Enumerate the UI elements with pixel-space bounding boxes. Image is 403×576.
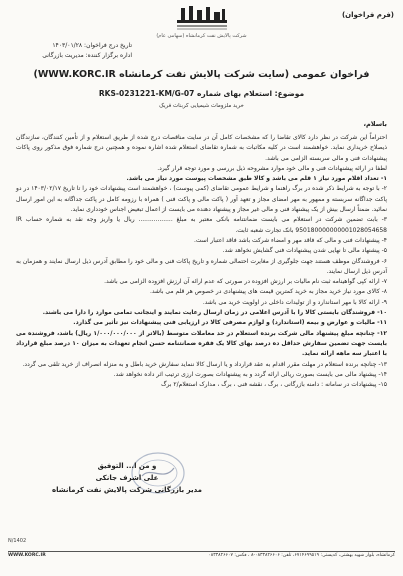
paragraph: ۱۰- فروشندگان بایستی کالا را با آدرس اعلامی در زمان ارسال رعایت نمایند و اینجانب تمامی موارد را دارا می باشند. bbox=[42, 309, 387, 317]
refinery-logo-icon bbox=[173, 4, 231, 32]
signer-name: علی اشرف جانکی bbox=[95, 474, 159, 482]
subject-line: موضوع: استعلام بهای شماره RKS-0231221-KM/G-07 bbox=[98, 89, 305, 98]
insert-date: تاریخ درج فراخوان: ۱۴۰۳/۰۱/۲۸ bbox=[52, 42, 132, 49]
paragraph: ۹- ارائه کالا با مهر استاندارد و از تولیدات داخلی در اولویت خرید می باشد. bbox=[202, 298, 387, 306]
body-text bbox=[16, 133, 387, 390]
paragraph: ۱۱- مالیات و عوارض و بیمه (استاندارد) و لوازم مصرفی کالا در ارزیابی فنی پیشنهادات نیز تأثیر می گذارد. bbox=[73, 319, 387, 327]
document-meta bbox=[12, 41, 132, 61]
footer-website-link[interactable]: WWW.KORC.IR bbox=[8, 553, 46, 558]
company-logo bbox=[142, 4, 262, 39]
item-description: خرید ملزومات شیمیایی کربنات فریک bbox=[159, 103, 244, 109]
logo-caption: شرکت پالایش نفت کرمانشاه (سهامی عام) bbox=[156, 33, 247, 39]
paragraph: ۴- پیشنهادات فنی و مالی که فاقد مهر و امضاء شرکت باشد فاقد اعتبار است. bbox=[193, 236, 387, 244]
signature-block bbox=[52, 460, 202, 496]
paragraph: ۱۴- پیشنهاد مالی می بایست بصورت ریالی ارائه گردد و به پیشنهادات بصورت ارزی ترتیب اثر داده نخواهد شد. bbox=[113, 370, 387, 378]
paragraph: لطفا در ارائه پیشنهادات فنی و مالی خود موارد مشروحه ذیل بررسی و مورد توجه قرار گیرد. bbox=[157, 164, 387, 172]
paragraph: ۱۲- چنانچه مبلغ پیشنهاد مالی شرکت برنده استعلام در حد معاملات متوسط (بالاتر از ۱/۰۰۰/۰۰۰/۰۰۰ ریال) باشد، فروشنده می بایست جهت تضمین سفارش حداقل ده درصد بهای کالا یک فقره ضمانتنامه حسن انجام تعهدات به میزان ۱۰ درصد مبلغ قرارداد با اعتبار سه ماهه ارائه نماید. bbox=[16, 329, 388, 358]
document-code: N/1402 bbox=[8, 538, 27, 544]
footer-divider bbox=[8, 551, 395, 552]
paragraph: ۱۵- پیشنهادات در سامانه : دامنه بازرگانی ، برگ ، نقشه فنی ، برگ ، مدارک استعلام/۲ برگ bbox=[161, 381, 387, 389]
paragraph: ۱۳- چنانچه برنده استعلام در مهلت مقرر اقدام به عقد قرارداد و یا ارسال کالا ننماید سفارش خرید باطل و به منزله انصراف از خرید تلقی می گردد. bbox=[22, 360, 387, 368]
greeting: باسلام، bbox=[363, 120, 387, 128]
paragraph: ۸- کالای مورد نیاز خرید مجاز به خرید کمترین قیمت های پیشنهادی در خصوص هر قلم می باشد. bbox=[149, 288, 387, 296]
page-title: فراخوان عمومی (سایت شرکت پالایش نفت کرمانشاه WWW.KORC.IR) bbox=[33, 69, 370, 80]
footer-address: کرمانشاه، بلوار شهید بهشتی، کدپستی: ۶۷۱۴۶۹۹۵۱۹، تلفن: ۰۸۳۳۸۲۶۶۰۶-۸ ، فکس: ۰۸۳۳۸۲۶۶۰۷ bbox=[208, 553, 395, 558]
paragraph: ۵- پیشنهاد مالی تا نهایی شدن پیشنهادات فنی گشایش نخواهد شد. bbox=[222, 247, 387, 255]
paragraph: احتراماً این شرکت در نظر دارد کالای تقاضا را که مشخصات کامل آن در سایت مناقصات درج شده از طریق استعلام و از تأمین کنندگان، سازندگان ذیصلاح خریداری نماید. خواهشمند است در کلیه مکاتبات به شماره تقاضای استعلام شده اشاره نموده و همچنین درج شماره فوق مذکور روی پاکات پیشنهادات فنی و مالی سربسته الزامی می باشد. bbox=[16, 134, 387, 162]
form-tag: (فرم فراخوان) bbox=[341, 11, 394, 19]
paragraph: ۶- فروشندگان موظف هستند جهت جلوگیری از مغایرت احتمالی شماره و تاریخ پاکات فنی و مالی خود را مطابق آدرس ذیل ارسال نمایند و همزمان به آدرس ذیل ارسال نمایند. bbox=[16, 257, 387, 275]
paragraph: ۲- با توجه به شرایط ذکر شده در برگ راهنما و شرایط عمومی تقاضای (کمی پیوست) ، خواهشمند است پیشنهادات خود را تا تاریخ ۱۴۰۳/۰۲/۱۷ در دو پاکت جداگانه سربسته و ممهور به مهر امضای مجاز و تعهد آور ( پاکت مالی و پاکت فنی ) همراه با رزومه کامل در پاکت جداگانه به این امور ارسال نمائید. ضمناً ارسال بیش از یک پیشنهاد فنی و مالی غیر مجاز و پیشنهاد دهنده می بایست از اعمال تبعیض اجناس خودداری نماید. bbox=[16, 185, 388, 214]
paragraph: ۷- ارائه کپی گواهینامه ثبت نام مالیات بر ارزش افزوده در صورتی که عدم ارائه آن ارزش افزوده الزامی می باشد. bbox=[104, 278, 387, 286]
signer-title: مدیر بازرگانی شرکت پالایش نفت کرمانشاه bbox=[52, 486, 202, 494]
organizing-department: اداره برگزار کننده: مدیریت بازرگانی bbox=[42, 52, 132, 59]
paragraph: ۱- تعداد اقلام مورد نیاز ۱ قلم می باشد و کالا طبق مشخصات پیوست مورد نیاز می باشد. bbox=[126, 175, 387, 183]
closing-phrase: و من ا... التوفیق bbox=[97, 462, 157, 470]
footer bbox=[8, 553, 395, 558]
paragraph: ۳- بابت تضمین شرکت در استعلام می بایست ضمانتنامه بانکی معتبر به مبلغ .................. ریال یا واریز وجه نقد به شماره حساب IR 950180000000001028054658 بانک تجارت شعبه ثابت. bbox=[16, 216, 387, 234]
